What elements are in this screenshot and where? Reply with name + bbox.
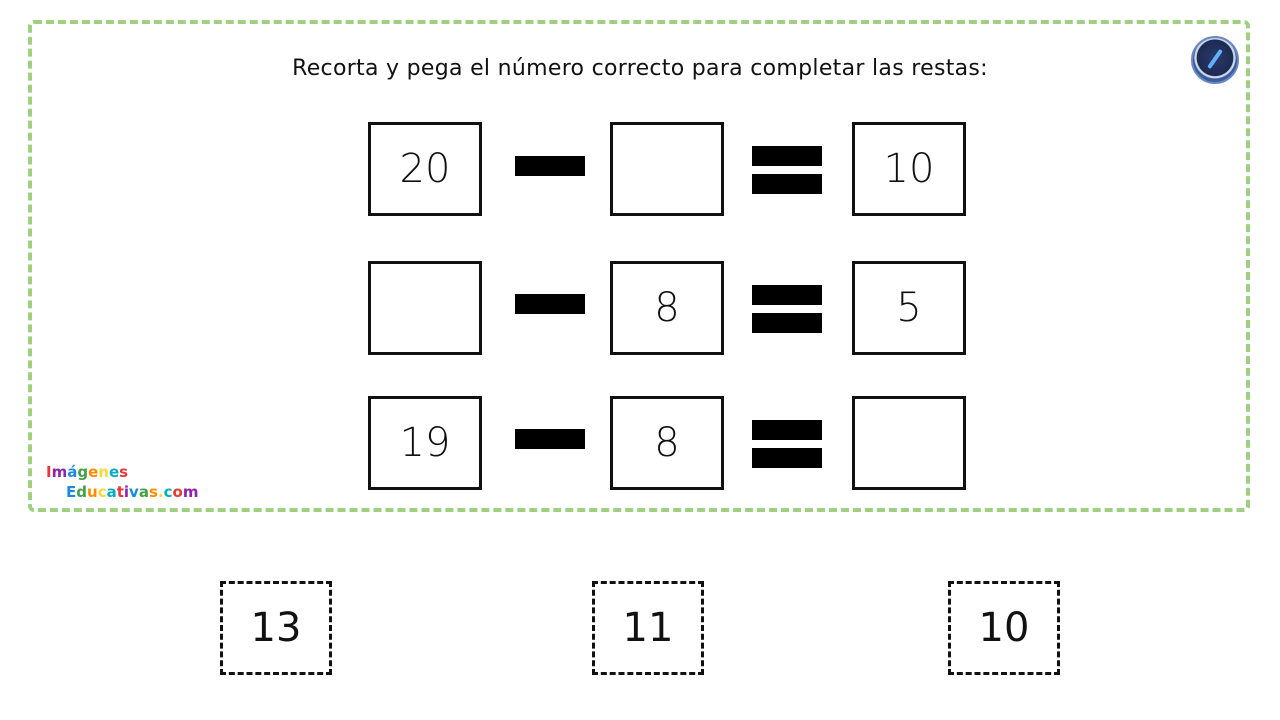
- eq1-subtrahend-slot[interactable]: [610, 122, 724, 216]
- eq1-minus-sign: [515, 156, 585, 176]
- eq2-minuend-slot[interactable]: [368, 261, 482, 355]
- logo-letter: s: [119, 463, 129, 481]
- logo-letter: n: [98, 463, 109, 481]
- eq3-minuend: 19: [368, 396, 482, 490]
- logo-letter: á: [67, 463, 78, 481]
- logo-letter: e: [88, 463, 99, 481]
- logo-letter: o: [172, 483, 183, 501]
- logo-letter: I: [46, 463, 52, 481]
- logo-letter: t: [116, 483, 124, 501]
- logo-letter: m: [51, 463, 68, 481]
- logo-letter: d: [76, 483, 87, 501]
- logo-letter: c: [163, 483, 173, 501]
- logo-letter: a: [138, 483, 149, 501]
- answer-card[interactable]: 11: [592, 581, 704, 675]
- answer-card[interactable]: 10: [948, 581, 1060, 675]
- logo-letter: s: [148, 483, 158, 501]
- eq2-minus-sign: [515, 294, 585, 314]
- eq3-subtrahend: 8: [610, 396, 724, 490]
- instruction-text: Recorta y pega el número correcto para completar las restas:: [292, 56, 988, 81]
- eq2-subtrahend: 8: [610, 261, 724, 355]
- eq2-equals-bottom: [752, 313, 822, 333]
- logo-letter: e: [108, 463, 120, 481]
- brand-logo: [46, 462, 198, 502]
- eq1-minuend: 20: [368, 122, 482, 216]
- eq1-equals-top: [752, 146, 822, 166]
- pencil-circle-icon: [1191, 36, 1239, 84]
- logo-letter: .: [157, 483, 164, 501]
- logo-line2: [46, 482, 198, 502]
- logo-letter: c: [97, 483, 107, 501]
- logo-letter: E: [66, 483, 77, 501]
- eq1-equals-bottom: [752, 174, 822, 194]
- logo-line1: [46, 462, 198, 482]
- logo-letter: i: [123, 483, 130, 501]
- logo-letter: v: [129, 483, 139, 501]
- eq3-equals-bottom: [752, 448, 822, 468]
- answer-card[interactable]: 13: [220, 581, 332, 675]
- eq1-result: 10: [852, 122, 966, 216]
- eq3-minus-sign: [515, 429, 585, 449]
- eq3-equals-top: [752, 420, 822, 440]
- logo-letter: a: [106, 483, 117, 501]
- eq2-equals-top: [752, 285, 822, 305]
- eq3-result-slot[interactable]: [852, 396, 966, 490]
- logo-letter: m: [182, 483, 199, 501]
- logo-letter: g: [77, 463, 89, 481]
- eq2-result: 5: [852, 261, 966, 355]
- logo-letter: u: [87, 483, 98, 501]
